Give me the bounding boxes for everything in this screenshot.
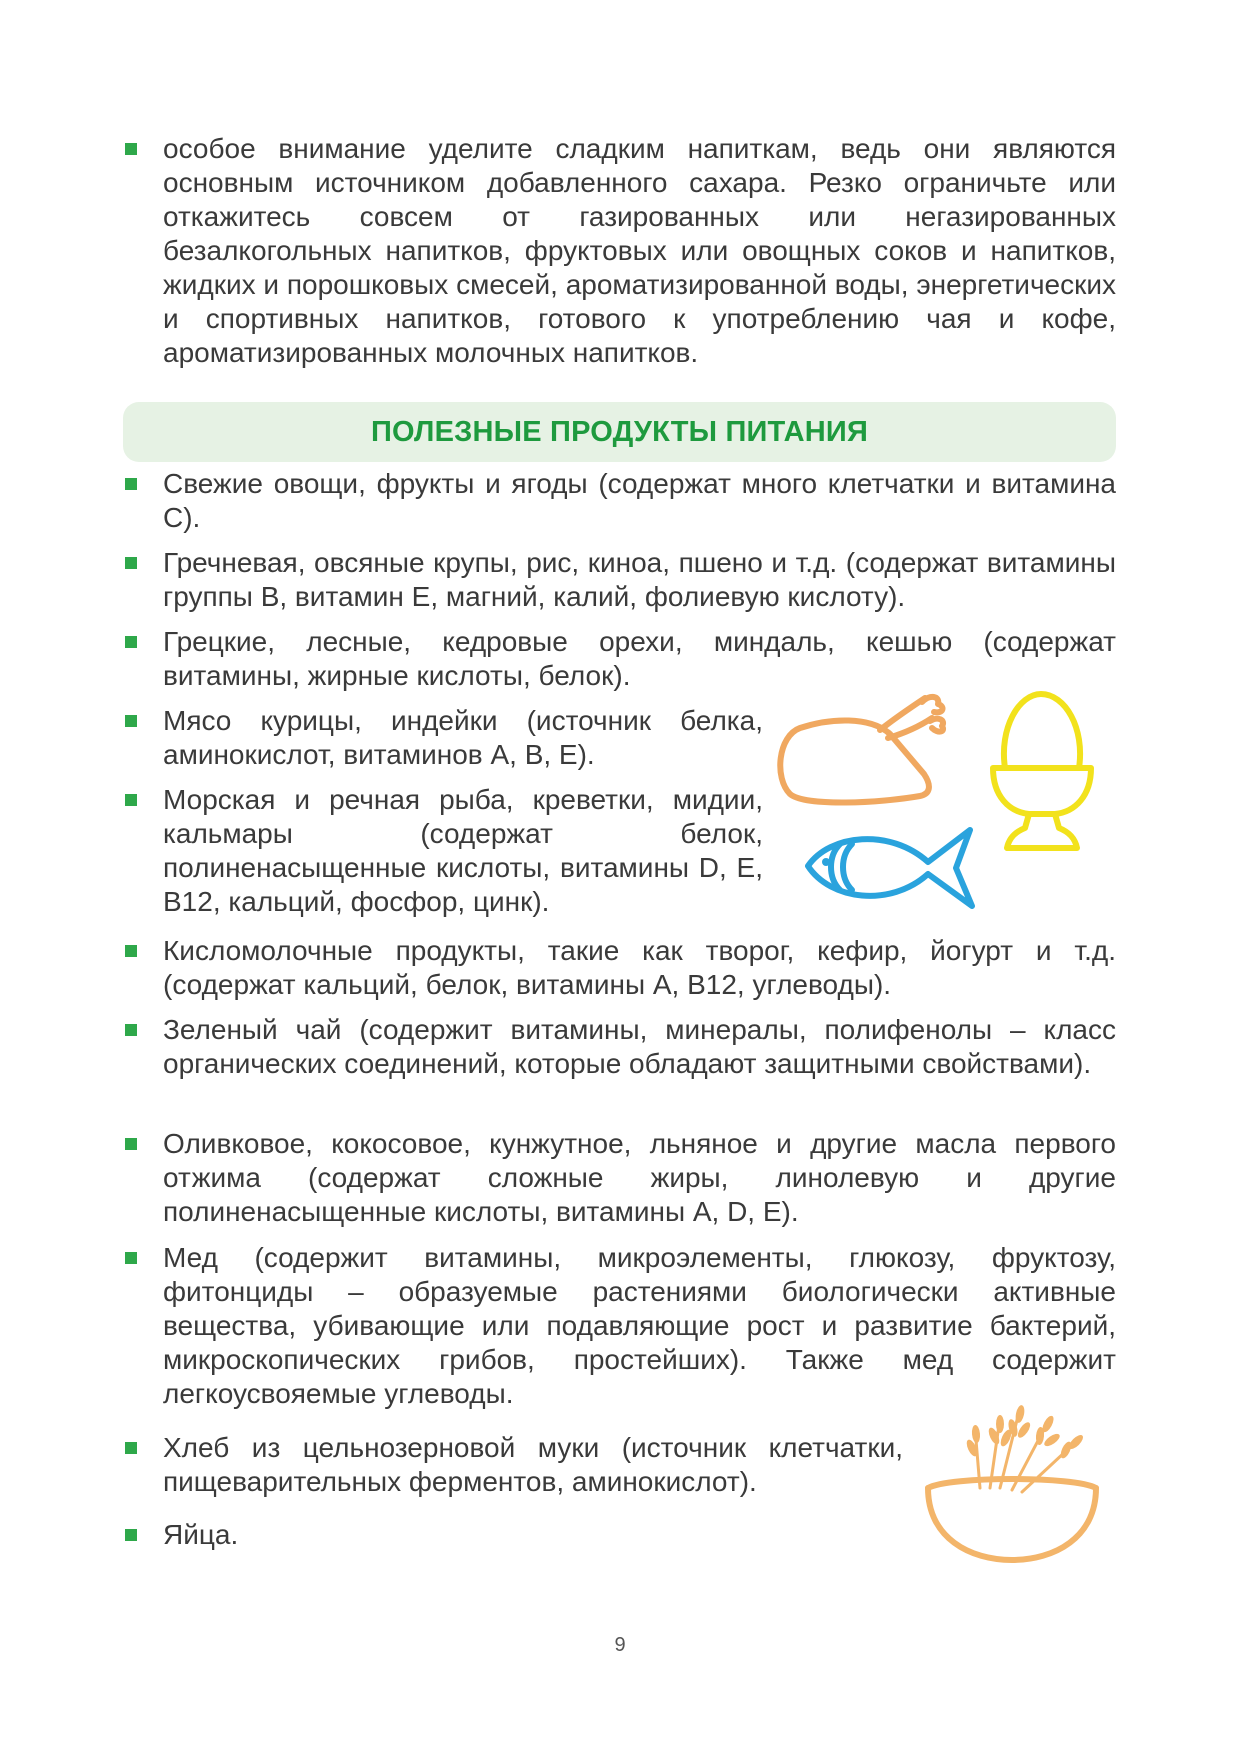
bullet-marker — [125, 478, 137, 490]
bullet-marker — [125, 557, 137, 569]
intro-item-text: особое внимание уделите сладким напиткам, ведь они являются основным источником добавленного сахара. Резко ограничьте или откажитесь совсем от газированных или негазированных безалкогольных напитков, фруктовых или овощных соков и напитков, жидких и порошковых смесей, ароматизированной воды, энергетических и спортивных напитков, готового к употреблению чая и кофе, ароматизированных молочных напитков. — [163, 133, 1116, 368]
list-item — [123, 704, 763, 772]
bullet-marker — [125, 1442, 137, 1454]
list-item — [123, 934, 1116, 1002]
intro-list-item — [123, 132, 1116, 370]
list-item-text: Хлеб из цельнозерновой муки (источник клетчатки, пищеварительных ферментов, аминокислот). — [163, 1432, 903, 1497]
list-item — [123, 783, 763, 919]
bullet-marker — [125, 1529, 137, 1541]
bullet-marker — [125, 143, 137, 155]
list-item — [123, 467, 1116, 535]
section-title: ПОЛЕЗНЫЕ ПРОДУКТЫ ПИТАНИЯ — [370, 416, 869, 448]
section-header — [123, 402, 1116, 462]
bullet-marker — [125, 1024, 137, 1036]
list-item — [123, 1431, 903, 1499]
bullet-marker — [125, 945, 137, 957]
list-item-text: Грецкие, лесные, кедровые орехи, миндаль, кешью (содержат витамины, жирные кислоты, белок). — [163, 626, 1116, 691]
list-item-text: Гречневая, овсяные крупы, рис, киноа, пшено и т.д. (содержат витамины группы В, витамин Е, магний, калий, фолиевую кислоту). — [163, 547, 1116, 612]
fish-eye — [822, 858, 830, 866]
page-number: 9 — [614, 1634, 626, 1656]
list-item-text: Кисломолочные продукты, такие как творог, кефир, йогурт и т.д. (содержат кальций, белок, витамины А, В12, углеводы). — [163, 935, 1116, 1000]
list-item — [123, 1518, 903, 1552]
list-item — [123, 1013, 1116, 1081]
bullet-marker — [125, 794, 137, 806]
list-item-text: Свежие овощи, фрукты и ягоды (содержат много клетчатки и витамина С). — [163, 468, 1116, 533]
list-item-text: Мед (содержит витамины, микроэлементы, глюкозу, фруктозу, фитонциды – образуемые растениями биологически активные вещества, убивающие или подавляющие рост и развитие бактерий, микроскопических грибов, простейших). Также мед содержит легкоусвояемые углеводы. — [163, 1242, 1116, 1409]
bullet-marker — [125, 1252, 137, 1264]
list-item — [123, 1241, 1116, 1411]
bullet-marker — [125, 636, 137, 648]
list-item-text: Яйца. — [163, 1519, 239, 1550]
list-item — [123, 625, 1116, 693]
list-item-text: Мясо курицы, индейки (источник белка, аминокислот, витаминов А, В, Е). — [163, 705, 763, 770]
list-item — [123, 546, 1116, 614]
list-item-text: Зеленый чай (содержит витамины, минералы, полифенолы – класс органических соединений, которые обладают защитными свойствами). — [163, 1014, 1116, 1079]
list-item — [123, 1127, 1116, 1229]
list-item-text: Морская и речная рыба, креветки, мидии, кальмары (содержат белок, полиненасыщенные кислоты, витамины D, Е, В12, кальций, фосфор, цинк). — [163, 784, 763, 917]
chicken-icon — [770, 688, 950, 813]
bullet-marker — [125, 715, 137, 727]
bullet-marker — [125, 1138, 137, 1150]
egg-cup-icon — [985, 688, 1100, 858]
list-item-text: Оливковое, кокосовое, кунжутное, льняное и другие масла первого отжима (содержат сложные жиры, линолевую и другие полиненасыщенные кислоты, витамины А, D, Е). — [163, 1128, 1116, 1227]
fish-icon — [800, 822, 980, 912]
wheat-bowl-icon — [920, 1388, 1105, 1568]
